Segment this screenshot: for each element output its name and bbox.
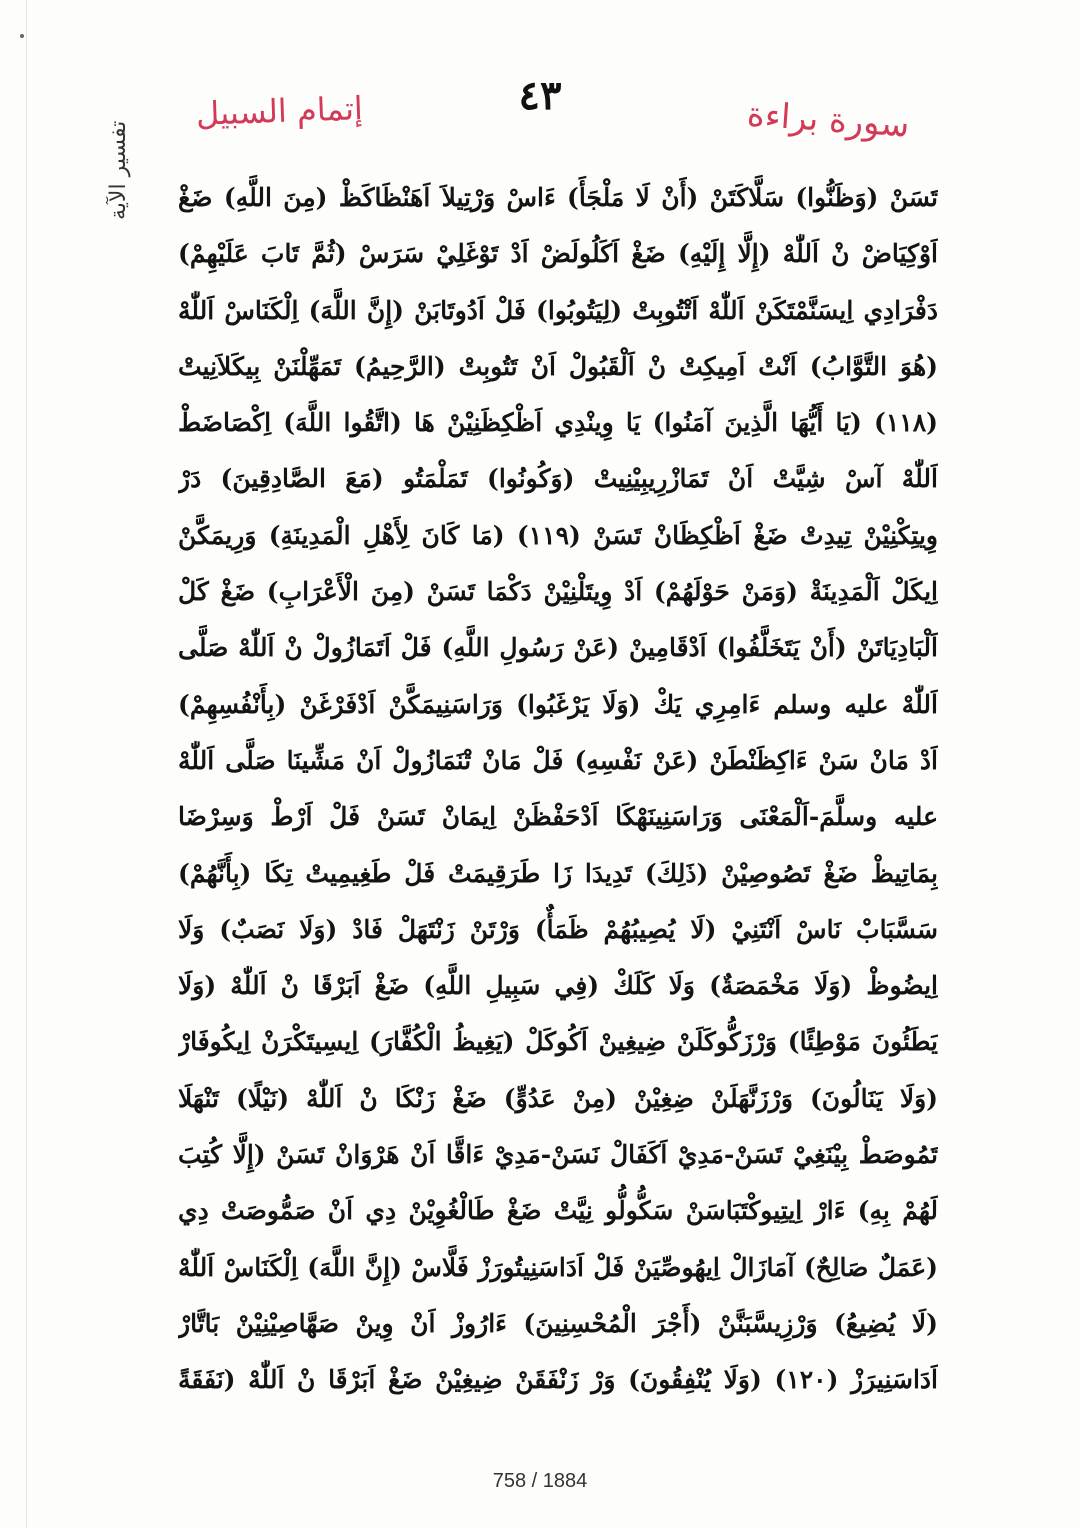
text-line: (وَلَا يَنَالُونَ) وَرْزَنَّهَلَنْ ضِغِيْنْ (مِنْ عَدُوٍّ) ضَغْ زَنْكَا نْ اَللّٰهْ (نَيْلًا) تَنْهَلَا [178, 1083, 938, 1113]
text-line: اَللّٰهْ عليه وسلم ءَامِرِي يَكْ (وَلَا يَرْغَبُوا) وَرَاسَنِيمَكَّنْ اَدْفَرْغَنْ (بِأَنْفُسِهِمْ) [178, 689, 938, 719]
text-line: سَسَّبَابْ نَاسْ اَنْتَنِيْ (لَا يُصِيبُهُمْ ظَمَأٌ) وَرْتَنْ زَنْتَهَلْ فَادْ (وَلَا نَصَبٌ) وَلَا [178, 914, 938, 944]
text-line: (لَا يُضِيعُ) وَرْزِيسَّبَنَّنْ (أَجْرَ الْمُحْسِنِينَ) ءَارُوزْ اَنْ وِينْ صَهَّاصِيْنِيْنْ بَاتَّارْ [178, 1308, 938, 1338]
text-line: اَوْكِيَاضْ نْ اَللّٰهْ (إِلَّا إِلَيْهِ) ضَغْ اَكَلُولَضْ اَدْ تَوْغَلِيْ سَرَسْ (ثُمَّ تَابَ عَلَيْهِمْ) [178, 239, 938, 269]
text-line: (١١٨) (يَا أَيُّهَا الَّذِينَ آمَنُوا) يَا وِينْدِي اَظْكِظَنِيْنْ هَا (اتَّقُوا اللَّهَ) اِكْصَاضَطْ [178, 408, 938, 438]
text-line: تَمُوصَطْ بِيْنَغِيْ تَسَنْ-مَدِيْ اَكَفَالْ نَسَنْ-مَدِيْ ءَاقَّا اَنْ هَرْوَانْ تَسَنْ (إِلَّا كُتِبَ [178, 1140, 938, 1170]
text-line: اَللّٰهْ آسْ شِيَّتْ اَنْ تَمَازْرِيبِيْنِيتْ (وَكُونُوا) تَمَلْمَتُو (مَعَ الصَّادِقِينَ) دَرْ [178, 464, 938, 494]
text-line: بِمَاتِيظْ ضَغْ تَصُوصِيْنْ (ذَلِكَ) تَدِيدَا زَا طَرَقِيمَتْ فَلْ طَغِيمِيتْ تِكَا (بِأَنَّهُمْ) [178, 858, 938, 888]
text-line: وِيتِكْنِيْنْ تِيدِتْ ضَغْ اَظْكِظَانْ تَسَنْ (١١٩) (مَا كَانَ لِأَهْلِ الْمَدِينَةِ) وَرِيمَكَّنْ [178, 520, 938, 550]
margin-annotation: تفسير الآية [106, 120, 131, 220]
text-line: عليه وسلَّمَ-اَلْمَعْنَى وَرَاسَنِينَهْكَا اَدْحَفْظَنْ اِيمَانْ تَسَنْ فَلْ اَرْطْ وَسِرْضَا [178, 802, 938, 832]
text-line: (عَمَلٌ صَالِحٌ) آمَازَالْ اِيهُوصِّيَنْ فَلْ اَدَاسَنِيتُورَزْ فَلَّاسْ (إِنَّ اللَّهَ) اِلْكَنَاسْ اَللّٰهْ [178, 1252, 938, 1282]
text-line: اِيضُوظْ (وَلَا مَخْمَصَةٌ) وَلَا كَلَكْ (فِي سَبِيلِ اللَّهِ) ضَغْ اَبَرْقَا نْ اَللّٰهْ (وَلَا [178, 971, 938, 1001]
text-line: اَدْ مَانْ سَنْ ءَاكِظَنْطَنْ (عَنْ نَفْسِهِ) فَلْ مَانْ تْنَمَازُولْ اَنْ مَشِّينَا صَلَّى اَللّٰهْ [178, 745, 938, 775]
scan-speck [20, 34, 24, 38]
pagination-indicator: 758 / 1884 [492, 1470, 588, 1492]
handwritten-book-title: إتمام السبيل [195, 89, 364, 133]
text-line: دَفْرَادِي اِيسَنَّمْتَكَنْ اَللّٰهْ اَتْتُوبِتْ (لِيَتُوبُوا) فَلْ اَدُوتَابَنْ (إِنَّ اللَّهَ) اِلْكَنَاسْ اَللّٰهْ [178, 295, 938, 325]
text-line: اِيكَلْ اَلْمَدِينَةْ (وَمَنْ حَوْلَهُمْ) اَدْ وِيتَلْنِيْنْ دَكْمَا تَسَنْ (مِنَ الْأَعْرَابِ) ضَغْ كَلْ [178, 577, 938, 607]
body-text [178, 170, 938, 1409]
text-line: تَسَنْ (وَظَنُّوا) سَلَّاكَتَنْ (أَنْ لَا مَلْجَأَ) ءَاسْ وَرْتِيلاَ اَهَنْظَاكَظْ (مِنَ اللَّهِ) ضَغْ [178, 183, 938, 212]
text-line: اَلْبَادِيَاتَنْ (أَنْ يَتَخَلَّفُوا) اَدْقَامِينْ (عَنْ رَسُولِ اللَّهِ) فَلْ اَتَمَازُولْ نْ اَللّٰهْ صَلَّى [178, 633, 938, 663]
handwritten-surah-title: سورة براءة [746, 94, 912, 146]
text-line: لَهُمْ بِهِ) ءَارْ اِيتِيوكْتَبَاسَنْ سَكُّولُّو نِيَّتْ ضَغْ طَالْغُوِيْنْ دِي اَنْ صَمُّوصَتْ دِي [178, 1196, 938, 1226]
text-line: (هُوَ التَّوَّابُ) اَنْتْ اَمِيكِتْ نْ اَلْقَبُولْ اَنْ تَتُوبِتْ (الرَّحِيمُ) تَمَهِّلْنَنْ بِيكَلاَنِيتْ [178, 351, 938, 381]
page-number: ٤٣ [518, 72, 562, 119]
text-line: اَدَاسَنِيرَزْ (١٢٠) (وَلَا يُنْفِقُونَ) وَرْ زَنْفَقَنْ ضِيغِيْنْ ضَغْ اَبَرْقَا نْ اَللّٰهْ (نَفَقَةً [178, 1365, 938, 1395]
page-edge-line [26, 0, 27, 1528]
text-line: يَطَئُونَ مَوْطِئًا) وَرْزَكُّوكَلَنْ ضِيغِينْ اَكُوكَلْ (يَغِيظُ الْكُفَّارَ) اِيسِيتَكْرَنْ اِيكُوفَارْ [178, 1027, 938, 1057]
